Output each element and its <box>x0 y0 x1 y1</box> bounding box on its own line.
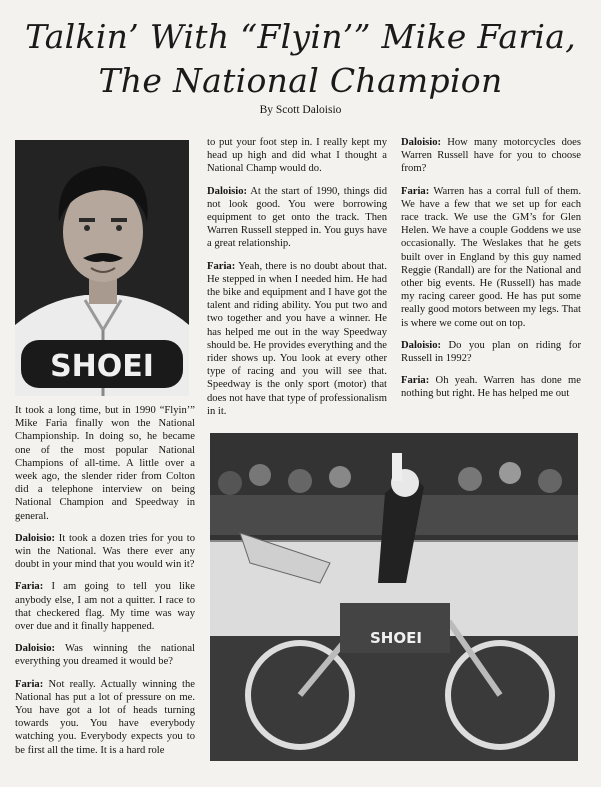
rider-portrait-photo <box>15 140 189 396</box>
question-text: Was winning the national everything you dreamed it would be? <box>15 643 195 668</box>
column-1 <box>15 404 195 766</box>
answer-2 <box>15 678 195 757</box>
question-4 <box>401 136 581 176</box>
speaker-daloisio: Daloisio: <box>401 137 442 148</box>
article-title-line2: The National Champion <box>98 61 503 100</box>
bike-logo-text: SHOEI <box>370 629 422 647</box>
answer-text: Warren has a corral full of them. We have a few that we set up for each race track. We use the GM’s for Glen Helen. We have a couple Goddens we use occasionally. The Weslakes that he gets built over in England by this guy named Reggie (Randall) are for the National and other big events. He (Russell) has made my racing career good. He has put some really good motors between my legs. That is where we come out on top. <box>401 185 581 329</box>
question-2 <box>15 642 195 668</box>
speaker-daloisio: Daloisio: <box>401 339 442 351</box>
question-text: It took a dozen tries for you to win the National. Was there ever any doubt in your mind that you would win it? <box>15 532 195 571</box>
answer-text: Yeah, there is no doubt about that. He stepped in when I needed him. He had the bike and equipment and I have got the talent and riding ability. You put two and two together and you have a winner. He has helped me out in the way Speedway should be. He provides everything and the rider shows up. You look at every other type of racing and you will see that. Speedway is the only sport (motor) that does not have that type of professionalism in it. <box>207 260 387 417</box>
speaker-daloisio: Daloisio: <box>15 532 56 544</box>
shirt-logo-text: SHOEI <box>50 349 154 384</box>
article-title-line1: Talkin’ With “Flyin’” Mike Faria, <box>24 17 577 56</box>
question-text: Do you plan on riding for Russell in 1992? <box>401 339 581 365</box>
question-5 <box>401 339 581 365</box>
answer-text: Oh yeah. Warren has done me nothing but right. He has helped me out <box>401 375 581 400</box>
question-text: At the start of 1990, things did not look good. You were borrowing equipment to get onto the track. Then Warren Russell stepped in. You guys have a great relationship. <box>207 185 387 250</box>
continued-answer: to put your foot step in. I really kept my head up high and did what I thought a National Champ would do. <box>207 137 387 175</box>
answer-3 <box>207 260 387 418</box>
speaker-daloisio: Daloisio: <box>15 643 56 655</box>
column-3 <box>401 136 581 410</box>
column-2 <box>207 136 387 427</box>
race-celebration-photo <box>210 433 578 761</box>
speaker-faria: Faria: <box>401 185 430 197</box>
question-text: How many motorcycles does Warren Russell have for you to choose from? <box>401 137 581 175</box>
speaker-faria: Faria: <box>15 581 44 593</box>
byline: By Scott Daloisio <box>259 104 342 116</box>
answer-1 <box>15 580 195 633</box>
answer-4 <box>401 185 581 330</box>
question-3 <box>207 185 387 251</box>
speaker-daloisio: Daloisio: <box>207 185 248 197</box>
answer-text: Not really. Actually winning the National has put a lot of pressure on me. You have got a lot of heads turning towards you. You have everybody watching you. Everybody expects you to be first all the time. It is a hard role <box>15 678 195 756</box>
speaker-faria: Faria: <box>401 375 430 387</box>
speaker-faria: Faria: <box>15 678 44 690</box>
answer-text: I am going to tell you like anybody else, I am not a quitter. I race to that checkered flag. My time was way over due and it finally happened. <box>15 581 195 633</box>
speaker-faria: Faria: <box>207 260 236 272</box>
question-1 <box>15 532 195 572</box>
answer-5 <box>401 374 581 400</box>
intro-paragraph: It took a long time, but in 1990 “Flyin’” Mike Faria finally won the National Championship. In doing so, he became one of the most popular National Champions of all-time. A little over a week ago, the slender rider from Colton did a telephone interview on being National Champion and Speedway in general. <box>15 405 195 522</box>
